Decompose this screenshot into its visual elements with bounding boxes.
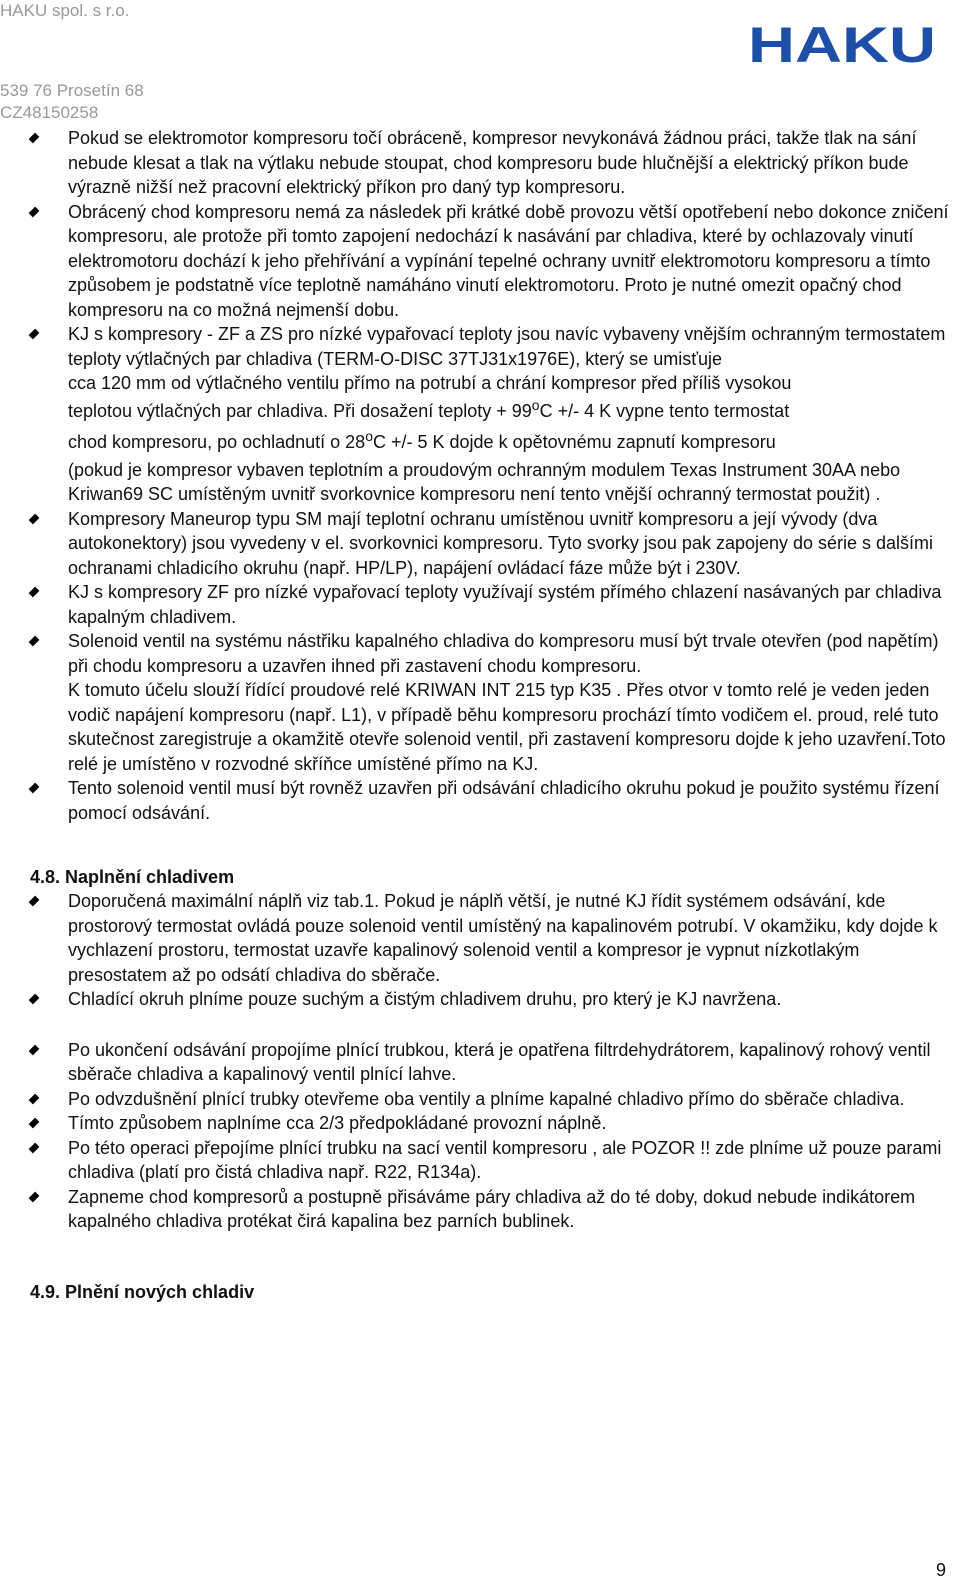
haku-logo-text: HAKU <box>748 18 936 73</box>
bullet-icon <box>29 896 40 907</box>
list-item: Po této operaci přepojíme plnící trubku na sací ventil kompresoru , ale POZOR !! zde plníme už pouze parami chladiva (platí pro čistá chladiva např. R22, R134a). <box>30 1136 960 1185</box>
bullet-icon <box>29 513 40 524</box>
list-item: Kompresory Maneurop typu SM mají teplotní ochranu umístěnou uvnitř kompresoru a její vývody (dva autokonektory) jsou vyvedeny v el. svorkovnici kompresoru. Tyto svorky jsou pak zapojeny do série s dalšími ochranami chladicího okruhu (např. HP/LP), napájení ovládací fáze může být i 230V. <box>30 507 960 581</box>
bullet-icon <box>29 1093 40 1104</box>
list-item: KJ s kompresory ZF pro nízké vypařovací teploty využívají systém přímého chlazení nasávaných par chladiva kapalným chladivem. <box>30 580 960 629</box>
company-address: 539 76 Prosetín 68 <box>0 81 144 100</box>
section-heading-4-9: 4.9. Plnění nových chladiv <box>30 1281 255 1302</box>
page-number: 9 <box>936 1560 947 1580</box>
list-item: Doporučená maximální náplň viz tab.1. Pokud je náplň větší, je nutné KJ řídit systémem odsávání, kde prostorový termostat ovládá pouze solenoid ventil umístěný na kapalinovém potrubí. V okamžiku, kdy dojde k vychlazení prostoru, termostat uzavře kapalinový solenoid ventil a kompresor je vypnut nízkotlakým presostatem až po odsátí chladiva do sběrače. <box>30 889 960 987</box>
list-item: Tímto způsobem naplníme cca 2/3 předpokládané provozní náplně. <box>30 1111 960 1136</box>
bullet-icon <box>29 133 40 144</box>
bullet-list-filling-b <box>30 1038 960 1234</box>
page-content <box>30 126 960 1304</box>
bullet-icon <box>29 1191 40 1202</box>
list-item: Po odvzdušnění plnící trubky otevřeme oba ventily a plníme kapalné chladivo přímo do sběrače chladiva. <box>30 1087 960 1112</box>
list-item: Pokud se elektromotor kompresoru točí obráceně, kompresor nevykonává žádnou práci, takže tlak na sání nebude klesat a tlak na výtlaku nebude stoupat, chod kompresoru bude hlučnější a elektrický příkon bude výrazně nižší než pracovní elektrický příkon pro daný typ kompresoru. <box>30 126 960 200</box>
degree-symbol: o <box>531 396 540 413</box>
list-item-solenoid: Solenoid ventil na systému nástřiku kapalného chladiva do kompresoru musí být trvale otevřen (pod napětím) při chodu kompresoru a uzavřen ihned při zastavení chodu kompresoru. K tomuto účelu slouží řídící proudové relé KRIWAN INT 215 typ K35 . Přes otvor v tomto relé je veden jeden vodič napájení kompresoru (např. L1), v případě běhu kompresoru prochází tímto vodičem el. proud, relé tuto skutečnost zaregistruje a okamžitě otevře solenoid ventil, při zastavení kompresoru dojde k jeho uzavření.Toto relé je umístěno v rozvodné skříňce umístěné přímo na KJ. <box>30 629 960 776</box>
list-item: Obrácený chod kompresoru nemá za následek při krátké době provozu větší opotřebení nebo dokonce zničení kompresoru, ale protože při tomto zapojení nedochází k nasávání par chladiva, které by ochlazovaly vinutí elektromotoru dochází k jeho přehřívání a vypínání tepelné ochrany uvnitř elektromotoru kompresoru a tímto způsobem je podstatně více teplotně namáháno vinutí elektromotoru. Proto je nutné omezit opačný chod kompresoru na co možná nejmenší dobu. <box>30 200 960 323</box>
degree-symbol: o <box>365 427 373 444</box>
bullet-list-motor <box>30 126 960 825</box>
haku-logo <box>748 18 938 74</box>
bullet-icon <box>29 994 40 1005</box>
list-item: Tento solenoid ventil musí být rovněž uzavřen při odsávání chladicího okruhu pokud je použito systému řízení pomocí odsávání. <box>30 776 960 825</box>
list-item: Po ukončení odsávání propojíme plnící trubkou, která je opatřena filtrdehydrátorem, kapalinový rohový ventil sběrače chladiva a kapalinový ventil plnící lahve. <box>30 1038 960 1087</box>
bullet-list-filling-a <box>30 889 960 1012</box>
list-item: Chladící okruh plníme pouze suchým a čistým chladivem druhu, pro který je KJ navržena. <box>30 987 960 1012</box>
bullet-icon <box>29 783 40 794</box>
bullet-icon <box>29 587 40 598</box>
bullet-icon <box>29 1118 40 1129</box>
company-id: CZ48150258 <box>0 103 99 122</box>
bullet-icon <box>29 1142 40 1153</box>
bullet-icon <box>29 329 40 340</box>
section-heading-4-8: 4.8. Naplnění chladivem <box>30 867 235 887</box>
list-item: Zapneme chod kompresorů a postupně přisáváme páry chladiva až do té doby, dokud nebude indikátorem kapalného chladiva protékat čirá kapalina bez parních bublinek. <box>30 1185 960 1234</box>
bullet-icon <box>29 206 40 217</box>
list-item-kj-thermostat: KJ s kompresory - ZF a ZS pro nízké vypařovací teploty jsou navíc vybaveny vnějším ochranným termostatem teploty výtlačných par chladiva (TERM-O-DISC 37TJ31x1976E), který se umisťuje cca 120 mm od výtlačného ventilu přímo na potrubí a chrání kompresor před příliš vysokou teplotou výtlačných par chladiva. Při dosažení teploty + $99^oC$ +/- 4 K vypne tento termostat chod kompresoru, po ochladnutí o $28^oC$ +/- 5 K dojde k opětovnému zapnutí kompresoru (pokud je kompresor vybaven teplotním a proudovým ochranným modulem Texas Instrument 30AA nebo Kriwan69 SC umístěným uvnitř svorkovnice kompresoru není tento vnější ochranný termostat použit) . <box>30 322 960 507</box>
company-name: HAKU spol. s r.o. <box>0 1 130 20</box>
bullet-icon <box>29 1044 40 1055</box>
bullet-icon <box>29 636 40 647</box>
